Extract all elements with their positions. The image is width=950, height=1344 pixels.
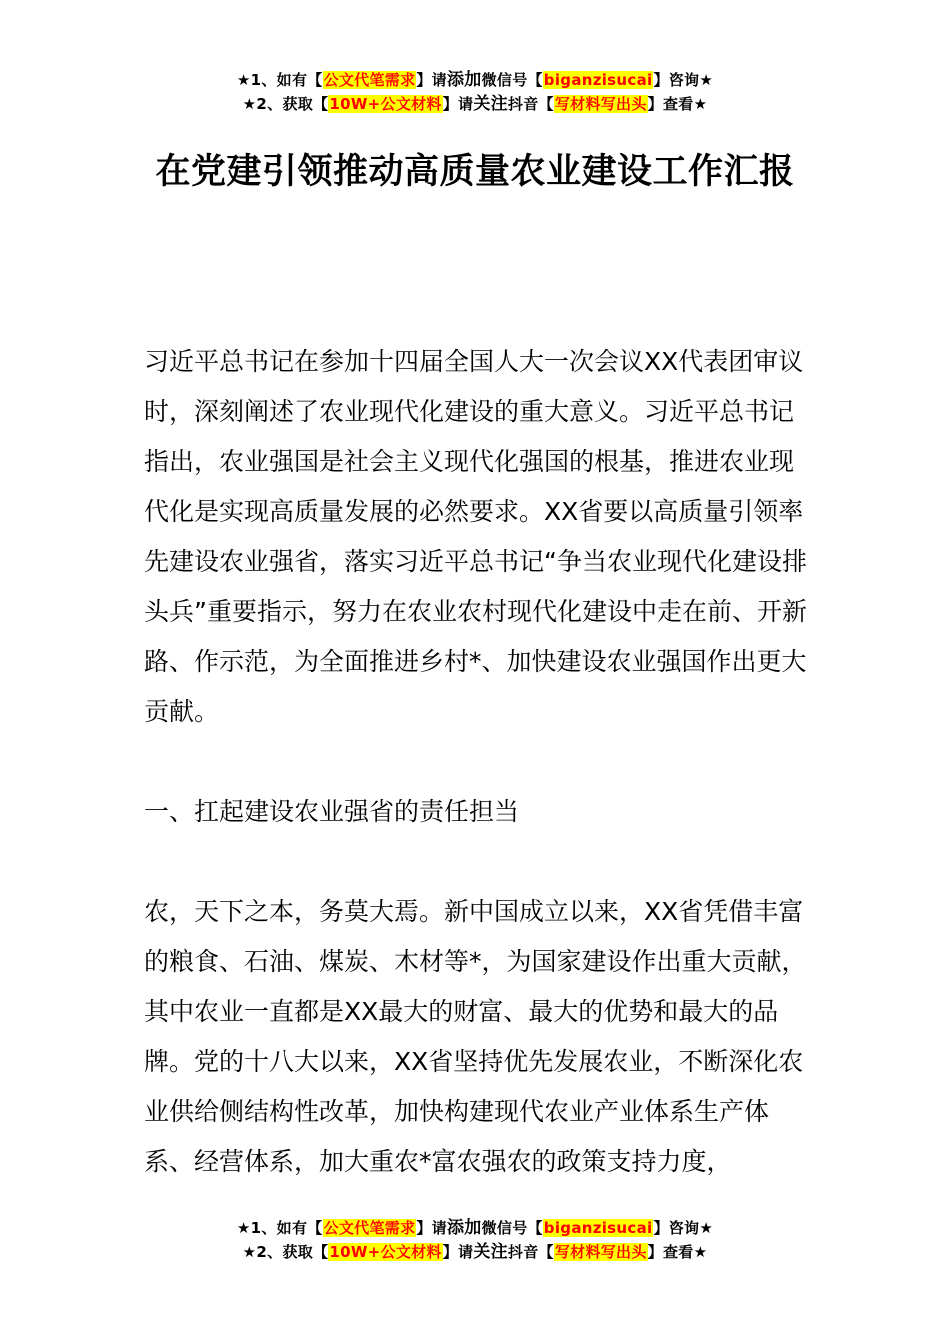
banner-highlight: 写材料写出头 bbox=[554, 95, 647, 113]
bottom-banner bbox=[0, 1216, 950, 1264]
top-banner bbox=[0, 68, 950, 116]
banner-line-1: ★1、如有【公文代笔需求】请添加微信号【biganzisucai】咨询★ bbox=[236, 1218, 714, 1238]
paragraph: 农，天下之本，务莫大焉。新中国成立以来，XX省凭借丰富的粮食、石油、煤炭、木材等*，为国家建设作出重大贡献，其中农业一直都是XX最大的财富、最大的优势和最大的品牌。党的十八大以来，XX省坚持优先发展农业，不断深化农业供给侧结构性改革，加快构建现代农业产业体系生产体系、经营体系，加大重农*富农强农的政策支持力度， bbox=[144, 897, 807, 1176]
section-heading: 一、扛起建设农业强省的责任担当 bbox=[144, 797, 520, 826]
banner-highlight: 公文代笔需求 bbox=[323, 71, 416, 89]
banner-highlight: 公文代笔需求 bbox=[323, 1219, 416, 1237]
document-title: 在党建引领推动高质量农业建设工作汇报 bbox=[155, 152, 795, 192]
banner-highlight: 写材料写出头 bbox=[554, 1243, 647, 1261]
banner-line-2: ★2、获取【10W+公文材料】请关注抖音【写材料写出头】查看★ bbox=[242, 1242, 708, 1262]
banner-line-2: ★2、获取【10W+公文材料】请关注抖音【写材料写出头】查看★ bbox=[242, 94, 708, 114]
banner-highlight: biganzisucai bbox=[543, 71, 653, 89]
banner-highlight: 10W+公文材料 bbox=[329, 1243, 442, 1261]
banner-highlight: biganzisucai bbox=[543, 1219, 653, 1237]
banner-highlight: 10W+公文材料 bbox=[329, 95, 442, 113]
paragraph: 习近平总书记在参加十四届全国人大一次会议XX代表团审议时，深刻阐述了农业现代化建设的重大意义。习近平总书记指出，农业强国是社会主义现代化强国的根基，推进农业现代化是实现高质量发展的必然要求。XX省要以高质量引领率先建设农业强省，落实习近平总书记“争当农业现代化建设排头兵”重要指示，努力在农业农村现代化建设中走在前、开新路、作示范，为全面推进乡村*、加快建设农业强国作出更大贡献。 bbox=[144, 347, 807, 726]
banner-line-1: ★1、如有【公文代笔需求】请添加微信号【biganzisucai】咨询★ bbox=[236, 70, 714, 90]
